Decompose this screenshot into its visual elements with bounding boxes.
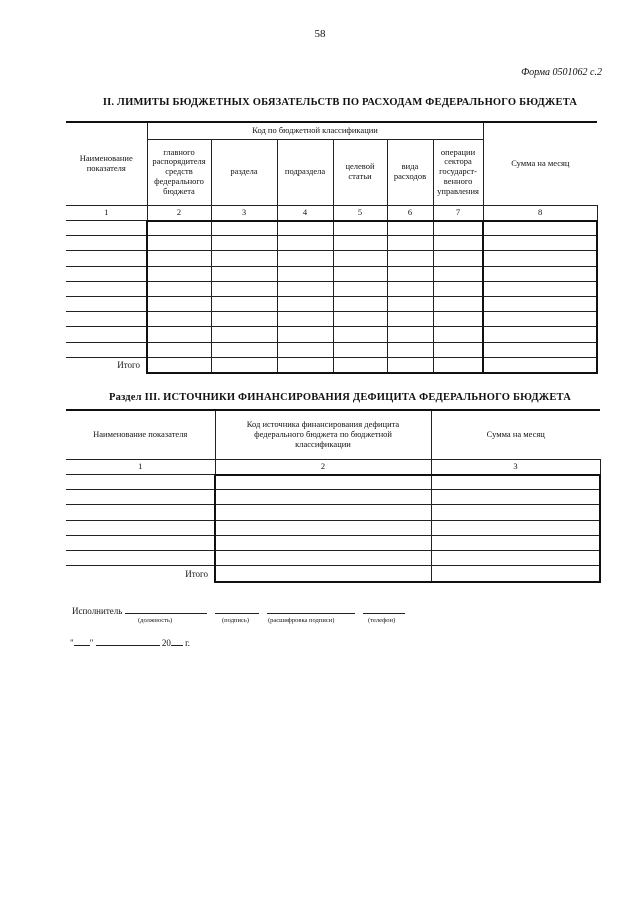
value-cell[interactable] (277, 236, 333, 251)
indicator-name-cell[interactable] (66, 342, 147, 357)
value-cell[interactable] (277, 342, 333, 357)
value-cell[interactable] (431, 520, 600, 535)
value-cell[interactable] (215, 505, 431, 520)
executor-label: Исполнитель (72, 606, 123, 616)
value-cell[interactable] (333, 342, 387, 357)
indicator-name-cell[interactable] (66, 221, 147, 236)
value-cell[interactable] (211, 251, 277, 266)
column-number: 3 (431, 459, 600, 475)
value-cell[interactable] (387, 266, 433, 281)
value-cell[interactable] (333, 251, 387, 266)
value-cell[interactable] (433, 251, 483, 266)
value-cell[interactable] (431, 550, 600, 565)
value-cell[interactable] (147, 221, 211, 236)
column-number: 2 (215, 459, 431, 475)
value-cell[interactable] (215, 490, 431, 505)
total-cell[interactable] (431, 566, 600, 582)
value-cell[interactable] (147, 281, 211, 296)
column-number: 3 (211, 205, 277, 221)
value-cell[interactable] (211, 296, 277, 311)
column-number: 1 (66, 459, 215, 475)
signature-field[interactable] (215, 604, 259, 614)
date-close-quote: " (89, 638, 94, 648)
total-cell[interactable] (211, 357, 277, 373)
form-reference: Форма 0501062 с.2 (521, 67, 602, 78)
value-cell[interactable] (211, 312, 277, 327)
value-cell[interactable] (483, 281, 597, 296)
header-government-operation: операции сектора государст-венного управления (433, 139, 483, 205)
value-cell[interactable] (333, 266, 387, 281)
total-cell[interactable] (483, 357, 597, 373)
value-cell[interactable] (333, 236, 387, 251)
value-cell[interactable] (147, 312, 211, 327)
column-number: 1 (66, 205, 147, 221)
value-cell[interactable] (333, 312, 387, 327)
value-cell[interactable] (431, 505, 600, 520)
value-cell[interactable] (211, 342, 277, 357)
indicator-name-cell[interactable] (66, 296, 147, 311)
total-label: Итого (66, 566, 215, 582)
table-row (66, 312, 597, 327)
date-year-suffix: г. (185, 638, 191, 648)
header-monthly-sum: Сумма на месяц (431, 410, 600, 459)
value-cell[interactable] (387, 251, 433, 266)
table-row (66, 327, 597, 342)
value-cell[interactable] (147, 327, 211, 342)
value-cell[interactable] (147, 342, 211, 357)
indicator-name-cell[interactable] (66, 236, 147, 251)
table-row (66, 550, 600, 565)
date-year-field[interactable] (171, 636, 183, 646)
total-cell[interactable] (333, 357, 387, 373)
value-cell[interactable] (433, 236, 483, 251)
value-cell[interactable] (211, 327, 277, 342)
caption-signature-transcript: (расшифровка подписи) (268, 617, 335, 624)
value-cell[interactable] (277, 281, 333, 296)
section3-title: Раздел III. ИСТОЧНИКИ ФИНАНСИРОВАНИЯ ДЕФИЦИТА ФЕДЕРАЛЬНОГО БЮДЖЕТА (109, 392, 571, 403)
indicator-name-cell[interactable] (66, 266, 147, 281)
table-row (66, 475, 600, 490)
indicator-name-cell[interactable] (66, 535, 215, 550)
header-expense-type: вида расходов (387, 139, 433, 205)
value-cell[interactable] (277, 312, 333, 327)
signature-transcript-field[interactable] (267, 604, 355, 614)
page-number: 58 (314, 28, 326, 40)
column-number: 5 (333, 205, 387, 221)
header-main-manager: главного распорядителя средств федерального бюджета (147, 139, 211, 205)
value-cell[interactable] (333, 281, 387, 296)
value-cell[interactable] (211, 281, 277, 296)
indicator-name-cell[interactable] (66, 550, 215, 565)
value-cell[interactable] (387, 221, 433, 236)
column-number: 4 (277, 205, 333, 221)
table-row (66, 281, 597, 296)
section3-table (66, 409, 601, 583)
table-row (66, 535, 600, 550)
date-year-prefix: 20 (161, 638, 171, 648)
table-row (66, 251, 597, 266)
header-section: раздела (211, 139, 277, 205)
indicator-name-cell[interactable] (66, 281, 147, 296)
column-number: 6 (387, 205, 433, 221)
header-classification-code: Код по бюджетной классификации (147, 122, 483, 139)
value-cell[interactable] (277, 266, 333, 281)
value-cell[interactable] (215, 550, 431, 565)
indicator-name-cell[interactable] (66, 490, 215, 505)
table-row (66, 296, 597, 311)
value-cell[interactable] (215, 520, 431, 535)
indicator-name-cell[interactable] (66, 475, 215, 490)
table-row (66, 520, 600, 535)
value-cell[interactable] (433, 266, 483, 281)
value-cell[interactable] (483, 342, 597, 357)
value-cell[interactable] (483, 266, 597, 281)
value-cell[interactable] (211, 236, 277, 251)
date-line (70, 636, 190, 648)
value-cell[interactable] (483, 251, 597, 266)
table-row (66, 266, 597, 281)
total-cell[interactable] (215, 566, 431, 582)
value-cell[interactable] (433, 312, 483, 327)
total-cell[interactable] (277, 357, 333, 373)
header-monthly-sum: Сумма на месяц (483, 122, 597, 205)
value-cell[interactable] (433, 296, 483, 311)
column-number: 2 (147, 205, 211, 221)
indicator-name-cell[interactable] (66, 327, 147, 342)
value-cell[interactable] (333, 296, 387, 311)
table-row (66, 342, 597, 357)
value-cell[interactable] (211, 266, 277, 281)
value-cell[interactable] (147, 236, 211, 251)
table-row (66, 236, 597, 251)
value-cell[interactable] (431, 490, 600, 505)
date-open-quote: " (70, 638, 74, 648)
header-source-code: Код источника финансирования дефицита федерального бюджета по бюджетной классификации (215, 410, 431, 459)
total-cell[interactable] (147, 357, 211, 373)
value-cell[interactable] (277, 296, 333, 311)
date-month-field[interactable] (96, 636, 160, 646)
value-cell[interactable] (387, 296, 433, 311)
value-cell[interactable] (483, 327, 597, 342)
header-subsection: подраздела (277, 139, 333, 205)
header-target-article: целевой статьи (333, 139, 387, 205)
value-cell[interactable] (333, 327, 387, 342)
phone-field[interactable] (363, 604, 405, 614)
value-cell[interactable] (147, 296, 211, 311)
executor-line (72, 604, 472, 616)
value-cell[interactable] (433, 342, 483, 357)
indicator-name-cell[interactable] (66, 505, 215, 520)
section2-title: II. ЛИМИТЫ БЮДЖЕТНЫХ ОБЯЗАТЕЛЬСТВ ПО РАСХОДАМ ФЕДЕРАЛЬНОГО БЮДЖЕТА (102, 97, 578, 108)
value-cell[interactable] (387, 327, 433, 342)
table-row (66, 505, 600, 520)
value-cell[interactable] (433, 281, 483, 296)
value-cell[interactable] (387, 236, 433, 251)
caption-signature: (подпись) (222, 617, 249, 624)
value-cell[interactable] (433, 327, 483, 342)
value-cell[interactable] (431, 535, 600, 550)
header-indicator-name: Наименование показателя (66, 122, 147, 205)
column-number: 8 (483, 205, 597, 221)
value-cell[interactable] (215, 475, 431, 490)
indicator-name-cell[interactable] (66, 520, 215, 535)
value-cell[interactable] (483, 312, 597, 327)
value-cell[interactable] (215, 535, 431, 550)
value-cell[interactable] (277, 327, 333, 342)
total-label: Итого (66, 357, 147, 373)
total-cell[interactable] (433, 357, 483, 373)
indicator-name-cell[interactable] (66, 251, 147, 266)
column-number: 7 (433, 205, 483, 221)
value-cell[interactable] (483, 236, 597, 251)
value-cell[interactable] (277, 221, 333, 236)
caption-phone: (телефон) (368, 617, 396, 624)
value-cell[interactable] (387, 281, 433, 296)
header-indicator-name: Наименование показателя (66, 410, 215, 459)
value-cell[interactable] (433, 221, 483, 236)
caption-position: (должность) (138, 617, 173, 624)
table-row (66, 490, 600, 505)
value-cell[interactable] (333, 221, 387, 236)
position-field[interactable] (125, 604, 207, 614)
value-cell[interactable] (387, 312, 433, 327)
value-cell[interactable] (211, 221, 277, 236)
date-day-field[interactable] (74, 636, 90, 646)
value-cell[interactable] (147, 251, 211, 266)
value-cell[interactable] (147, 266, 211, 281)
value-cell[interactable] (483, 221, 597, 236)
section2-table (66, 121, 598, 374)
value-cell[interactable] (387, 342, 433, 357)
value-cell[interactable] (277, 251, 333, 266)
table-row (66, 221, 597, 236)
value-cell[interactable] (483, 296, 597, 311)
indicator-name-cell[interactable] (66, 312, 147, 327)
value-cell[interactable] (431, 475, 600, 490)
total-cell[interactable] (387, 357, 433, 373)
